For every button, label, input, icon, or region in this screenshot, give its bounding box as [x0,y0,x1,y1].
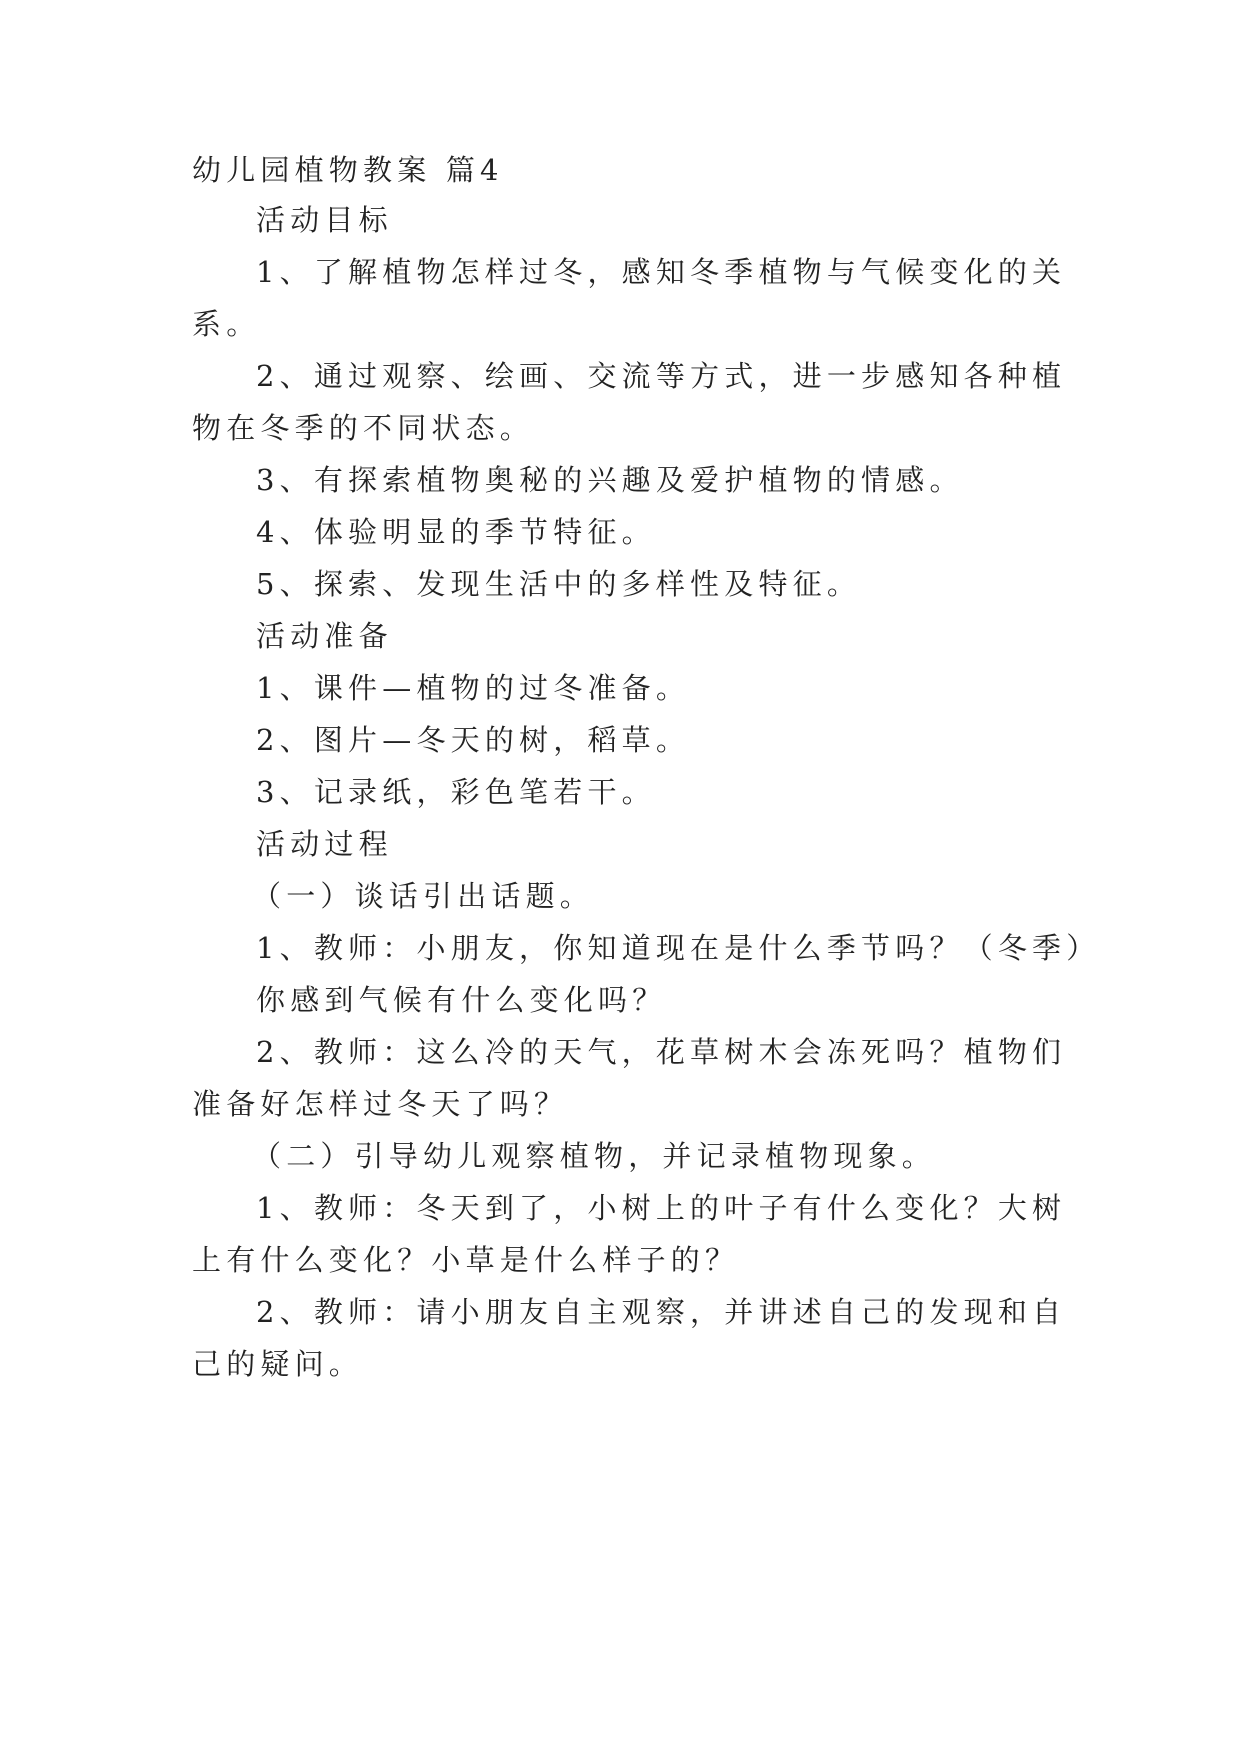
paragraph-line: 2、教师：请小朋友自主观察，并讲述自己的发现和自 [256,1295,1067,1329]
paragraph-line: 系。 [192,307,261,341]
subsection-heading: （二）引导幼儿观察植物，并记录植物现象。 [252,1139,937,1173]
paragraph-line: 准备好怎样过冬天了吗？ [192,1087,569,1121]
paragraph-line: 3、记录纸，彩色笔若干。 [256,775,656,809]
paragraph-line: 3、有探索植物奥秘的兴趣及爱护植物的情感。 [256,463,964,497]
paragraph-line: 1、课件—植物的过冬准备。 [256,671,691,705]
subsection-heading: （一）谈话引出话题。 [252,879,595,913]
paragraph-line: 你感到气候有什么变化吗？ [256,983,667,1017]
paragraph-line: 1、教师：小朋友，你知道现在是什么季节吗？（冬季） [256,931,1101,965]
document-title: 幼儿园植物教案 篇4 [192,153,504,187]
paragraph-line: 2、教师：这么冷的天气，花草树木会冻死吗？植物们 [256,1035,1067,1069]
paragraph-line: 上有什么变化？小草是什么样子的？ [192,1243,740,1277]
paragraph-line: 2、通过观察、绘画、交流等方式，进一步感知各种植 [256,359,1067,393]
paragraph-line: 物在冬季的不同状态。 [192,411,535,445]
paragraph-line: 1、教师：冬天到了，小树上的叶子有什么变化？大树 [256,1191,1067,1225]
section-heading-goals: 活动目标 [256,203,393,237]
paragraph-line: 4、体验明显的季节特征。 [256,515,656,549]
section-heading-preparation: 活动准备 [256,619,393,653]
section-heading-process: 活动过程 [256,827,393,861]
paragraph-line: 5、探索、发现生活中的多样性及特征。 [256,567,862,601]
paragraph-line: 1、了解植物怎样过冬，感知冬季植物与气候变化的关 [256,255,1067,289]
paragraph-line: 2、图片—冬天的树，稻草。 [256,723,691,757]
paragraph-line: 己的疑问。 [192,1347,364,1381]
